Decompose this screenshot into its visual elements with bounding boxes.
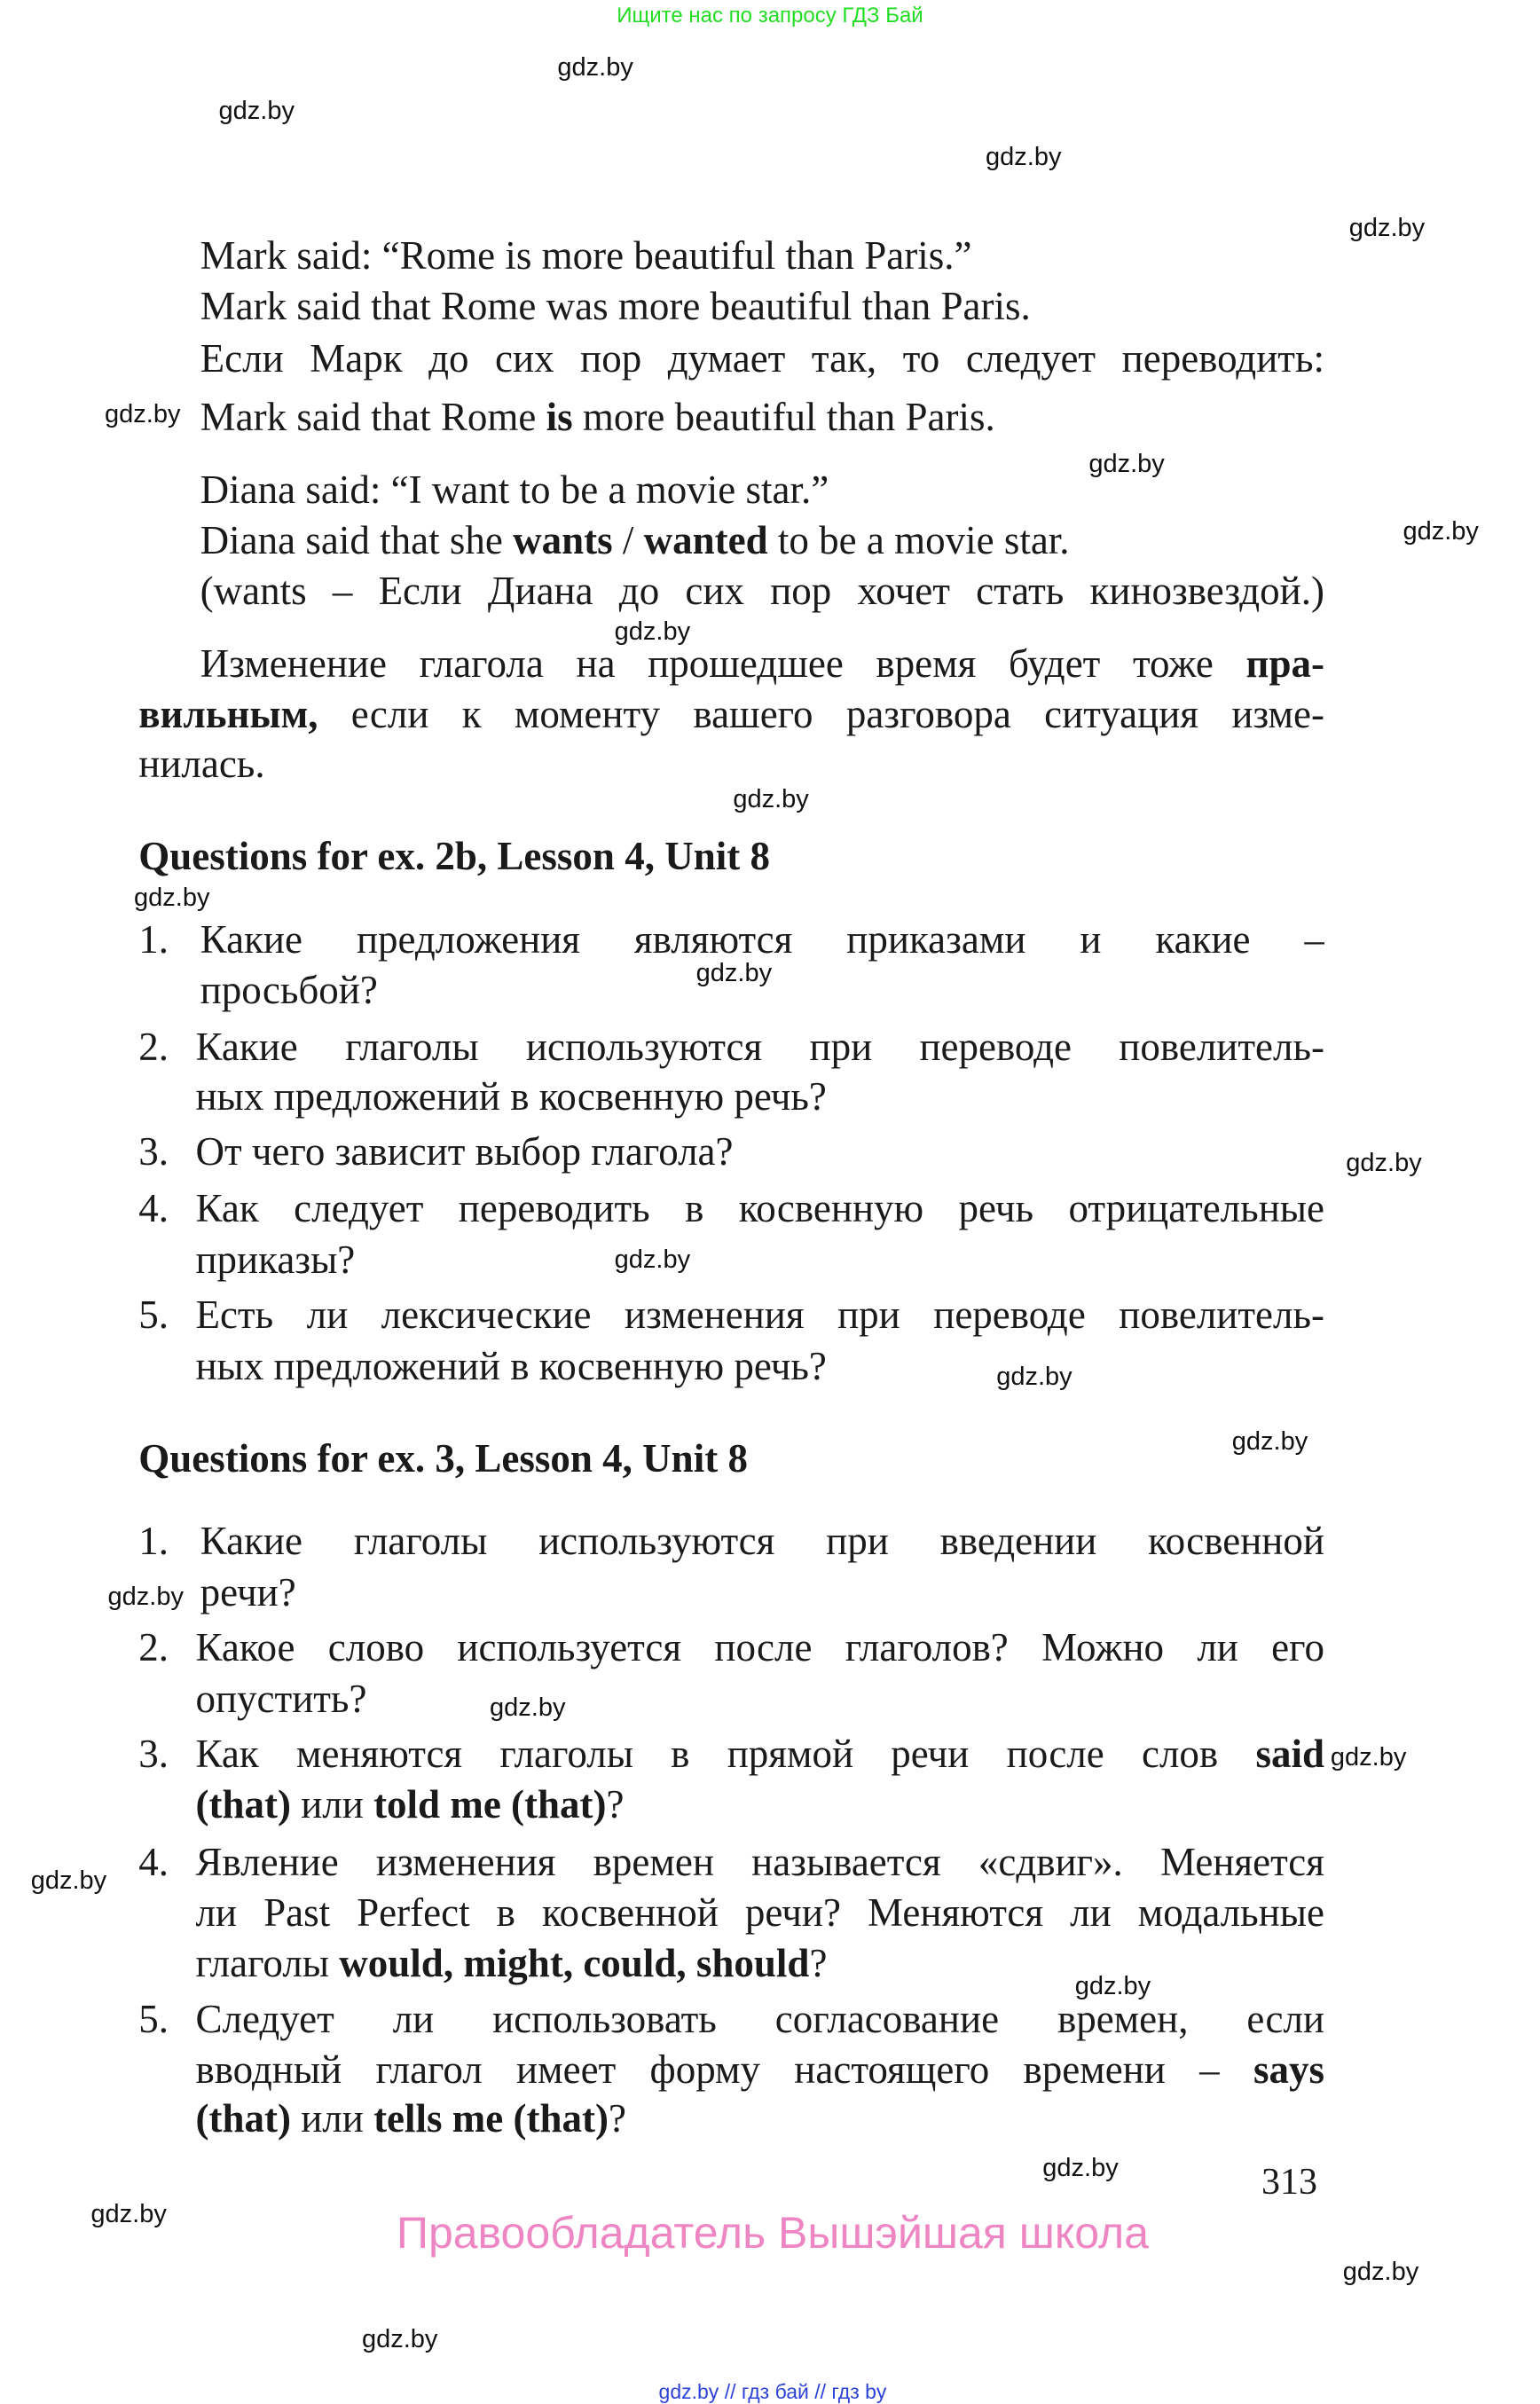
text-segment: речи?: [200, 1569, 296, 1614]
text-line: [195, 1235, 355, 1284]
text-line: [200, 1516, 1324, 1566]
bold-text: says: [1253, 2047, 1324, 2092]
section-heading: [138, 1434, 748, 1483]
watermark: gdz.by: [1346, 1148, 1422, 1177]
text-segment: Mark said that Rome was more beautiful than Paris.: [200, 284, 1031, 329]
text-segment: Mark said that Rome: [200, 395, 546, 440]
text-line: [195, 2045, 1324, 2094]
text-segment: to be a movie star.: [767, 518, 1070, 563]
text-segment: Явление изменения времен называется «сдвиг». Меняется: [195, 1839, 1324, 1884]
text-segment: ?: [809, 1941, 828, 1986]
text-line: [195, 1072, 826, 1121]
text-line: [200, 334, 1324, 383]
bold-text: Questions for ex. 3, Lesson 4, Unit 8: [138, 1435, 748, 1481]
watermark: gdz.by: [695, 959, 773, 988]
text-line: [195, 1290, 1324, 1339]
watermark: gdz.by: [361, 2324, 438, 2353]
text-line: [195, 1729, 1324, 1779]
bold-text: вильным,: [138, 692, 318, 737]
section-heading: [138, 831, 770, 881]
text-line: [200, 639, 1324, 688]
bold-text: wanted: [643, 518, 768, 563]
text-line: [195, 2094, 625, 2143]
text-segment: Изменение глагола на прошедшее время будет тоже: [200, 640, 1246, 686]
text-segment: ных предложений в косвенную речь?: [195, 1073, 827, 1119]
text-line: [195, 1341, 826, 1391]
list-number: 3.: [138, 1129, 169, 1175]
text-segment: Diana said that she: [200, 518, 514, 563]
text-line: [195, 1938, 827, 1988]
text-segment: Если Марк до сих пор думает так, то следует переводить:: [200, 336, 1324, 381]
text-segment: Какое слово используется после глаголов? Можно ли его: [195, 1625, 1324, 1670]
watermark: gdz.by: [1088, 449, 1165, 478]
text-segment: ли Past Perfect в косвенной речи? Меняются ли модальные: [195, 1889, 1324, 1935]
text-segment: more beautiful than Paris.: [572, 395, 995, 440]
text-segment: приказы?: [195, 1237, 356, 1282]
footer-links[interactable]: gdz.by // гдз бай // гдз by: [658, 2380, 887, 2403]
text-segment: Как следует переводить в косвенную речь отрицательные: [195, 1186, 1324, 1231]
watermark: gdz.by: [557, 53, 633, 82]
copyright-owner: Правообладатель Вышэйшая школа: [397, 2208, 1149, 2258]
text-segment: нилась.: [138, 741, 265, 786]
page-number: 313: [1261, 2162, 1317, 2203]
bold-text: is: [546, 395, 573, 440]
text-segment: От чего зависит выбор глагола?: [195, 1129, 734, 1175]
text-line: [200, 231, 972, 280]
bold-text: tells me (that): [373, 2096, 609, 2141]
text-segment: /: [612, 518, 644, 563]
bold-text: (that): [195, 2096, 291, 2141]
text-line: [200, 566, 1324, 616]
list-number: 1.: [138, 1519, 169, 1564]
text-segment: Diana said: “I want to be a movie star.”: [200, 467, 829, 512]
list-number: 3.: [138, 1732, 169, 1777]
watermark: gdz.by: [614, 617, 691, 646]
top-banner-link[interactable]: Ищите нас по запросу ГДЗ Бай: [617, 4, 923, 27]
text-segment: опустить?: [195, 1676, 367, 1721]
text-line: [195, 1994, 1324, 2044]
text-segment: Как меняются глаголы в прямой речи после слов: [195, 1732, 1256, 1777]
text-line: [200, 915, 1324, 964]
watermark: gdz.by: [1042, 2154, 1119, 2183]
text-segment: ?: [608, 2096, 626, 2141]
text-segment: глаголы: [195, 1941, 340, 1986]
text-line: [195, 1022, 1324, 1072]
text-line: [195, 1183, 1324, 1233]
text-line: [195, 1127, 733, 1176]
text-segment: Mark said: “Rome is more beautiful than Paris.”: [200, 232, 972, 278]
text-line: [200, 1567, 296, 1617]
text-segment: Какие глаголы используются при переводе повелитель-: [195, 1025, 1324, 1070]
text-segment: ?: [606, 1782, 625, 1827]
text-segment: или: [290, 1782, 374, 1827]
bold-text: told me (that): [373, 1782, 607, 1827]
bold-text: Questions for ex. 2b, Lesson 4, Unit 8: [138, 833, 770, 878]
watermark: gdz.by: [1231, 1426, 1308, 1456]
watermark: gdz.by: [1348, 213, 1426, 242]
text-line: [138, 739, 264, 789]
list-number: 4.: [138, 1839, 169, 1884]
text-segment: если к моменту вашего разговора ситуация изме-: [318, 692, 1324, 737]
text-segment: или: [290, 2096, 374, 2141]
list-number: 5.: [138, 1292, 169, 1338]
watermark: gdz.by: [90, 2200, 167, 2229]
text-segment: (wants – Если Диана до сих пор хочет стать кинозвездой.): [200, 569, 1324, 614]
text-line: [195, 1888, 1324, 1937]
watermark: gdz.by: [134, 884, 210, 913]
text-segment: вводный глагол имеет форму настоящего времени –: [195, 2047, 1253, 2092]
watermark: gdz.by: [1342, 2257, 1419, 2286]
list-number: 5.: [138, 1996, 169, 2041]
text-line: [200, 465, 829, 515]
bold-text: пра-: [1245, 640, 1324, 686]
text-line: [138, 689, 1324, 739]
list-number: 1.: [138, 916, 169, 962]
text-segment: Какие предложения являются приказами и какие –: [200, 916, 1324, 962]
text-line: [195, 1779, 624, 1829]
text-segment: Какие глаголы используются при введении косвенной: [200, 1519, 1324, 1564]
watermark: gdz.by: [733, 784, 809, 813]
text-line: [200, 515, 1070, 565]
bold-text: (that): [195, 1782, 291, 1827]
watermark: gdz.by: [614, 1245, 691, 1275]
watermark: gdz.by: [1330, 1742, 1407, 1772]
list-number: 4.: [138, 1186, 169, 1231]
bold-text: said: [1255, 1732, 1324, 1777]
text-segment: Следует ли использовать согласование времен, если: [195, 1996, 1324, 2041]
watermark: gdz.by: [1402, 516, 1479, 546]
text-line: [195, 1837, 1324, 1887]
text-line: [195, 1674, 366, 1724]
list-number: 2.: [138, 1025, 169, 1070]
watermark: gdz.by: [218, 96, 295, 125]
watermark: gdz.by: [105, 399, 181, 428]
list-number: 2.: [138, 1625, 169, 1670]
text-line: [200, 392, 995, 442]
text-segment: просьбой?: [200, 967, 378, 1012]
watermark: gdz.by: [490, 1693, 566, 1723]
watermark: gdz.by: [107, 1583, 184, 1612]
text-segment: ных предложений в косвенную речь?: [195, 1343, 827, 1388]
text-line: [200, 281, 1031, 331]
watermark: gdz.by: [996, 1362, 1072, 1391]
watermark: gdz.by: [1074, 1972, 1151, 2001]
watermark: gdz.by: [986, 143, 1062, 172]
text-segment: Есть ли лексические изменения при переводе повелитель-: [195, 1292, 1324, 1338]
watermark: gdz.by: [30, 1866, 107, 1895]
text-line: [200, 965, 378, 1015]
bold-text: would, might, could, should: [339, 1941, 810, 1986]
text-line: [195, 1622, 1324, 1672]
bold-text: wants: [513, 518, 613, 563]
